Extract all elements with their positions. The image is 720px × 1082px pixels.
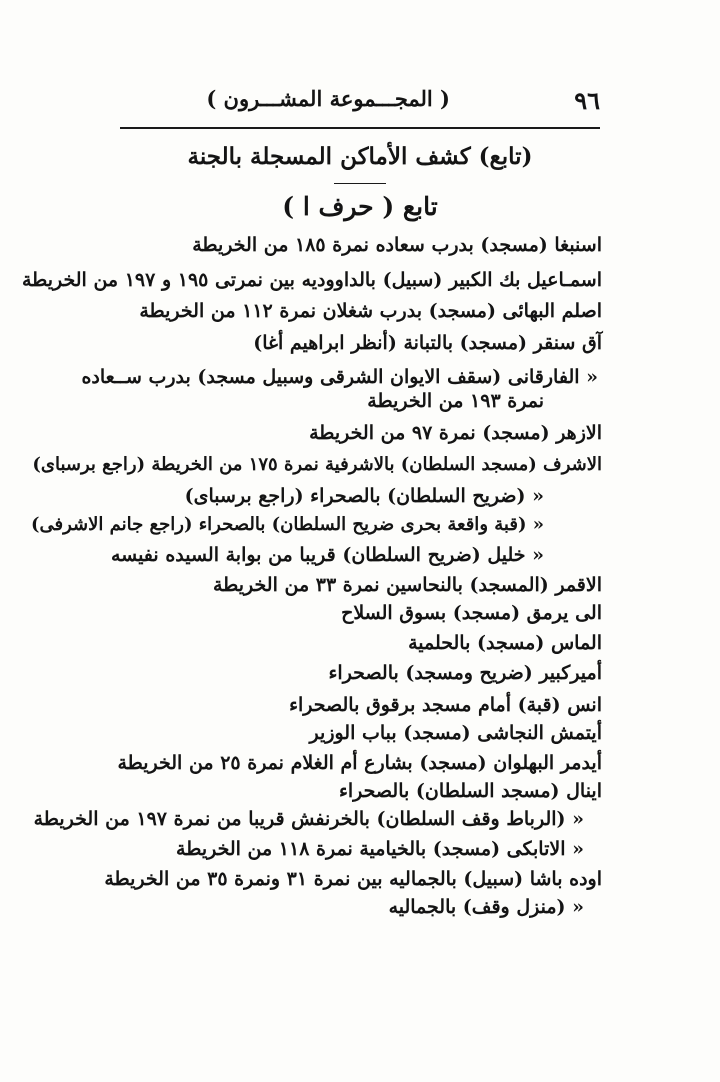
entry-line: اوده باشا (سبيل) بالجماليه بين نمرة ٣١ ونمرة ٣٥ من الخريطة — [104, 868, 602, 890]
section-title: (تابع) كشف الأماكن المسجلة بالجنة — [187, 143, 533, 170]
entry-line: آق سنقر (مسجد) بالتبانة (أنظر ابراهيم أغا) — [253, 332, 602, 354]
entry-line: الازهر (مسجد) نمرة ٩٧ من الخريطة — [309, 422, 602, 444]
entry-line: « الفارقانى (سقف الايوان الشرقى وسبيل مسجد) بدرب ســعاده — [81, 366, 598, 388]
entry-line: اصلم البهائى (مسجد) بدرب شغلان نمرة ١١٢ من الخريطة — [139, 300, 602, 322]
entry-line: « (الرباط وقف السلطان) بالخرنفش قريبا من نمرة ١٩٧ من الخريطة — [33, 808, 584, 830]
entry-line: نمرة ١٩٣ من الخريطة — [367, 390, 544, 412]
entry-line: أميركبير (ضريح ومسجد) بالصحراء — [328, 662, 602, 684]
entry-line: الاقمر (المسجد) بالنحاسين نمرة ٣٣ من الخريطة — [213, 574, 602, 596]
page-header — [120, 86, 600, 120]
entry-line: اسمـاعيل بك الكبير (سبيل) بالداووديه بين نمرتى ١٩٥ و ١٩٧ من الخريطة — [21, 269, 602, 291]
entry-line: « (قبة واقعة بحرى ضريح السلطان) بالصحراء (راجع جانم الاشرفى) — [31, 514, 544, 535]
entry-line: « خليل (ضريح السلطان) قريبا من بوابة السيده نفيسه — [110, 544, 544, 566]
header-rule — [120, 127, 600, 129]
entry-line: انس (قبة) أمام مسجد برقوق بالصحراء — [289, 694, 602, 716]
entry-line: « (منزل وقف) بالجماليه — [388, 896, 584, 918]
running-title: ( المجـــموعة المشـــرون ) — [206, 86, 450, 111]
entry-line: « (ضريح السلطان) بالصحراء (راجع برسباى) — [184, 485, 544, 507]
entry-line: اينال (مسجد السلطان) بالصحراء — [338, 780, 602, 802]
entry-line: الى يرمق (مسجد) بسوق السلاح — [341, 602, 602, 624]
page-number: ٩٦ — [574, 86, 600, 115]
entry-line: أيتمش النجاشى (مسجد) بباب الوزير — [309, 722, 602, 744]
letter-heading: تابع ( حرف ا ) — [282, 192, 438, 221]
entry-line: « الاتابكى (مسجد) بالخيامية نمرة ١١٨ من الخريطة — [176, 838, 584, 860]
entry-line: الاشرف (مسجد السلطان) بالاشرفية نمرة ١٧٥ من الخريطة (راجع برسباى) — [32, 454, 602, 475]
entry-line: اسنبغا (مسجد) بدرب سعاده نمرة ١٨٥ من الخريطة — [192, 234, 602, 256]
entry-line: أيدمر البهلوان (مسجد) بشارع أم الغلام نمرة ٢٥ من الخريطة — [117, 752, 602, 774]
entry-line: الماس (مسجد) بالحلمية — [408, 632, 602, 654]
title-rule — [334, 183, 386, 184]
